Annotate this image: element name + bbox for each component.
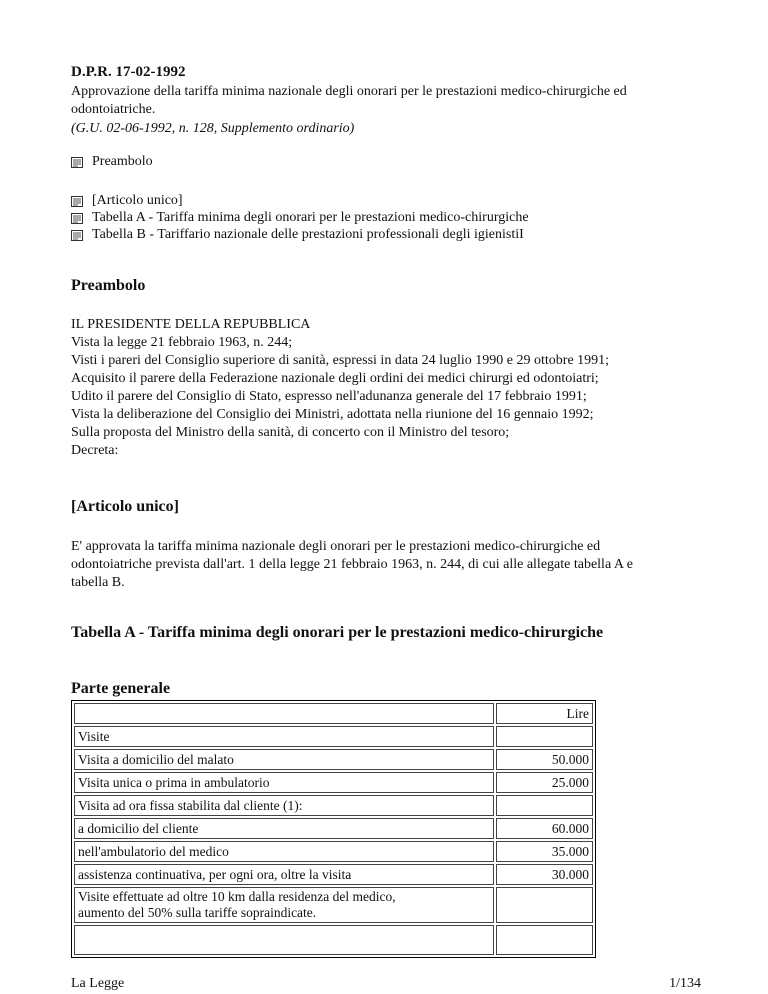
preambolo-text — [71, 316, 701, 460]
toc-item-label[interactable]: Preambolo — [92, 154, 153, 169]
preambolo-line: Decreta: — [71, 443, 119, 458]
preambolo-line: Vista la legge 21 febbraio 1963, n. 244; — [71, 335, 293, 350]
table-row — [74, 864, 593, 885]
table-row — [74, 749, 593, 770]
row-value: 60.000 — [496, 818, 593, 839]
row-description-line: Visite effettuate ad oltre 10 km dalla residenza del medico, — [78, 889, 396, 904]
row-value: 35.000 — [496, 841, 593, 862]
articolo-line: tabella B. — [71, 575, 125, 590]
table-row — [74, 726, 593, 747]
section-heading-articolo: [Articolo unico] — [71, 498, 179, 515]
preambolo-line: Vista la deliberazione del Consiglio dei Ministri, adottata nella riunione del 16 gennaio 1992; — [71, 407, 594, 422]
row-value: 50.000 — [496, 749, 593, 770]
row-description: Visita ad ora fissa stabilita dal cliente (1): — [74, 795, 494, 816]
preambolo-line: Udito il parere del Consiglio di Stato, espresso nell'adunanza generale del 17 febbraio 1991; — [71, 389, 587, 404]
document-subtitle — [71, 83, 701, 119]
document-icon — [71, 196, 83, 207]
table-row — [74, 795, 593, 816]
row-description: a domicilio del cliente — [74, 818, 494, 839]
preambolo-line: IL PRESIDENTE DELLA REPUBBLICA — [71, 317, 311, 332]
table-row — [74, 841, 593, 862]
section-heading-preambolo: Preambolo — [71, 277, 146, 294]
subtitle-line: odontoiatriche. — [71, 102, 156, 117]
document-icon — [71, 157, 83, 168]
preambolo-line: Acquisito il parere della Federazione nazionale degli ordini dei medici chirurgi ed odontoiatri; — [71, 371, 599, 386]
table-cell — [74, 925, 494, 955]
row-description: nell'ambulatorio del medico — [74, 841, 494, 862]
row-value: 30.000 — [496, 864, 593, 885]
toc-item-tabella-a[interactable] — [71, 210, 529, 226]
table-cell — [496, 925, 593, 955]
articolo-line: odontoiatriche prevista dall'art. 1 della legge 21 febbraio 1963, n. 244, di cui alle allegate tabella A e — [71, 557, 633, 572]
toc-item-preambolo[interactable] — [71, 154, 153, 170]
articolo-line: E' approvata la tariffa minima nazionale degli onorari per le prestazioni medico-chirurgiche ed — [71, 539, 601, 554]
tariff-table — [71, 700, 596, 958]
toc-item-tabella-b[interactable] — [71, 227, 524, 243]
toc-item-label[interactable]: [Articolo unico] — [92, 193, 183, 208]
toc-item-articolo[interactable] — [71, 193, 183, 209]
footer-source: La Legge — [71, 976, 125, 991]
row-description: Visite — [74, 726, 494, 747]
footer-page-number: 1/134 — [669, 976, 701, 991]
row-description — [74, 887, 494, 923]
toc-item-label[interactable]: Tabella B - Tariffario nazionale delle prestazioni professionali degli igienistiI — [92, 227, 524, 242]
table-row — [74, 925, 593, 955]
table-row — [74, 772, 593, 793]
row-description-line: aumento del 50% sulla tariffe sopraindicate. — [78, 905, 317, 920]
currency-header: Lire — [496, 703, 593, 724]
row-value: 25.000 — [496, 772, 593, 793]
subtitle-line: Approvazione della tariffa minima nazionale degli onorari per le prestazioni medico-chirurgiche ed — [71, 84, 627, 99]
row-value — [496, 887, 593, 923]
row-value — [496, 795, 593, 816]
preambolo-line: Sulla proposta del Ministro della sanità, di concerto con il Ministro del tesoro; — [71, 425, 510, 440]
section-heading-tabella-a: Tabella A - Tariffa minima degli onorari per le prestazioni medico-chirurgiche — [71, 624, 604, 641]
articolo-text — [71, 538, 701, 592]
preambolo-line: Visti i pareri del Consiglio superiore di sanità, espressi in data 24 luglio 1990 e 29 ottobre 1991; — [71, 353, 610, 368]
table-header-row — [74, 703, 593, 724]
document-icon — [71, 213, 83, 224]
subsection-heading-parte-generale: Parte generale — [71, 680, 171, 697]
document-icon — [71, 230, 83, 241]
gazette-reference: (G.U. 02-06-1992, n. 128, Supplemento ordinario) — [71, 121, 355, 136]
table-row — [74, 818, 593, 839]
row-description: Visita a domicilio del malato — [74, 749, 494, 770]
row-description: Visita unica o prima in ambulatorio — [74, 772, 494, 793]
row-description: assistenza continuativa, per ogni ora, oltre la visita — [74, 864, 494, 885]
row-value — [496, 726, 593, 747]
document-title: D.P.R. 17-02-1992 — [71, 64, 186, 80]
toc-item-label[interactable]: Tabella A - Tariffa minima degli onorari per le prestazioni medico-chirurgiche — [92, 210, 529, 225]
table-row — [74, 887, 593, 923]
table-cell — [74, 703, 494, 724]
